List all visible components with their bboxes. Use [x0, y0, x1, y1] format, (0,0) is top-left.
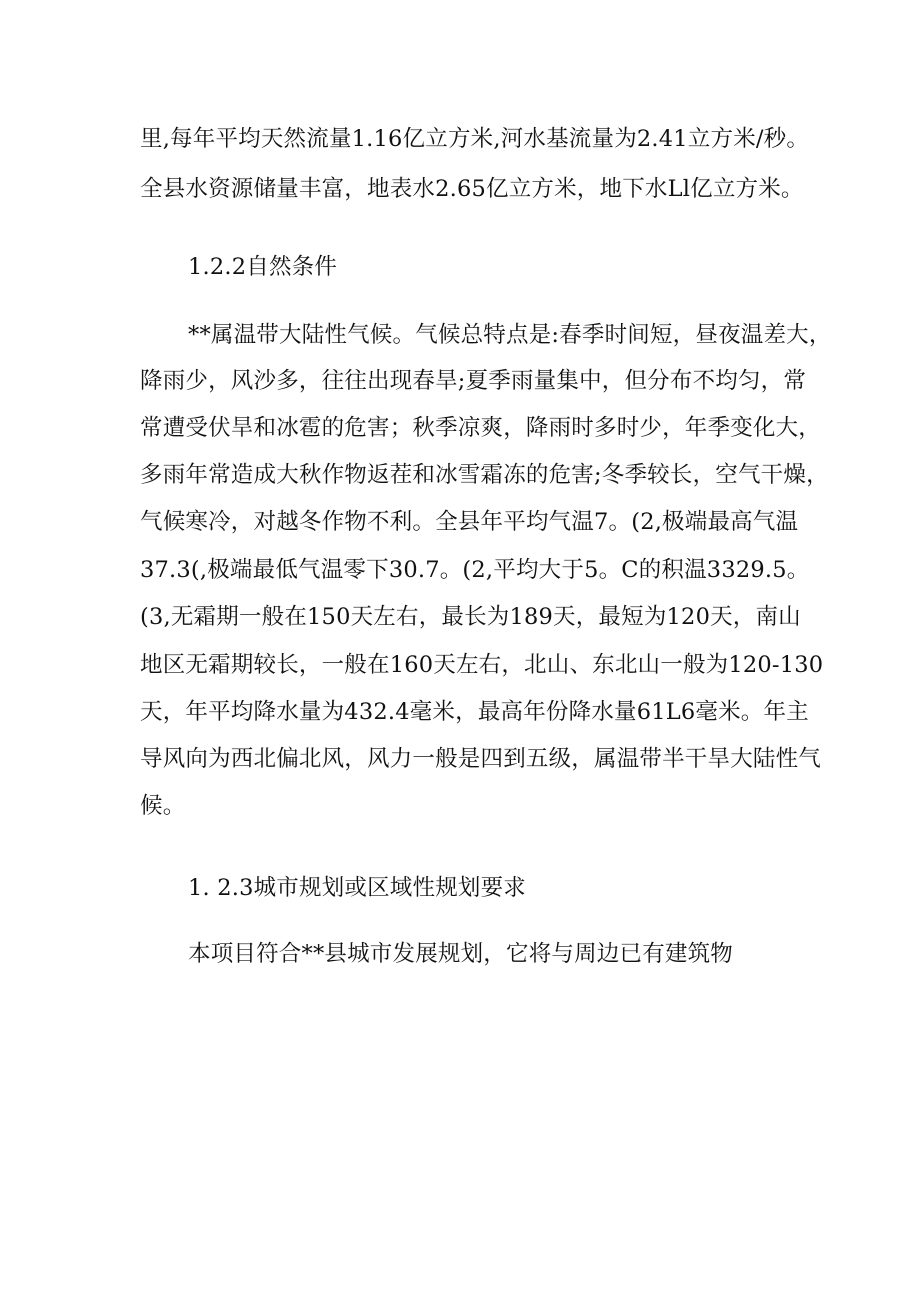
section-heading-1-2-2: 1.2.2自然条件 [188, 254, 338, 280]
paragraph-line-6: 37.3(,极端最低气温零下30.7。(2,平均大于5。C的积温3329.5。 [140, 557, 810, 583]
intro-line-2: 全县水资源储量丰富，地表水2.65亿立方米，地下水Ll亿立方米。 [140, 176, 804, 202]
paragraph-line-1: **属温带大陆性气候。气候总特点是:春季时间短，昼夜温差大， [188, 322, 832, 348]
paragraph-line-10: 导风向为西北偏北风，风力一般是四到五级，属温带半干旱大陆性气 [140, 746, 822, 772]
paragraph-line-5: 气候寒冷，对越冬作物不利。全县年平均气温7。(2,极端最高气温 [140, 509, 799, 535]
paragraph-line-7: (3,无霜期一般在150天左右，最长为189天，最短为120天，南山 [140, 604, 801, 630]
intro-line-1: 里,每年平均天然流量1.16亿立方米,河水基流量为2.41立方米/秒。 [140, 126, 810, 152]
paragraph-line-4: 多雨年常造成大秋作物返茬和冰雪霜冻的危害;冬季较长，空气干燥， [140, 462, 829, 488]
paragraph-line-2: 降雨少，风沙多，往往出现春旱;夏季雨量集中，但分布不均匀，常 [140, 368, 807, 394]
paragraph-line-8: 地区无霜期较长，一般在160天左右，北山、东北山一般为120-130 [140, 652, 824, 678]
paragraph-line-9: 天，年平均降水量为432.4毫米，最高年份降水量61L6毫米。年主 [140, 699, 809, 725]
paragraph-line-11: 候。 [140, 793, 186, 819]
paragraph-2-line-1: 本项目符合**县城市发展规划，它将与周边已有建筑物 [188, 941, 734, 967]
section-heading-1-2-3: 1. 2.3城市规划或区域性规划要求 [188, 875, 527, 901]
paragraph-line-3: 常遭受伏旱和冰雹的危害；秋季凉爽，降雨时多时少，年季变化大， [140, 415, 822, 441]
